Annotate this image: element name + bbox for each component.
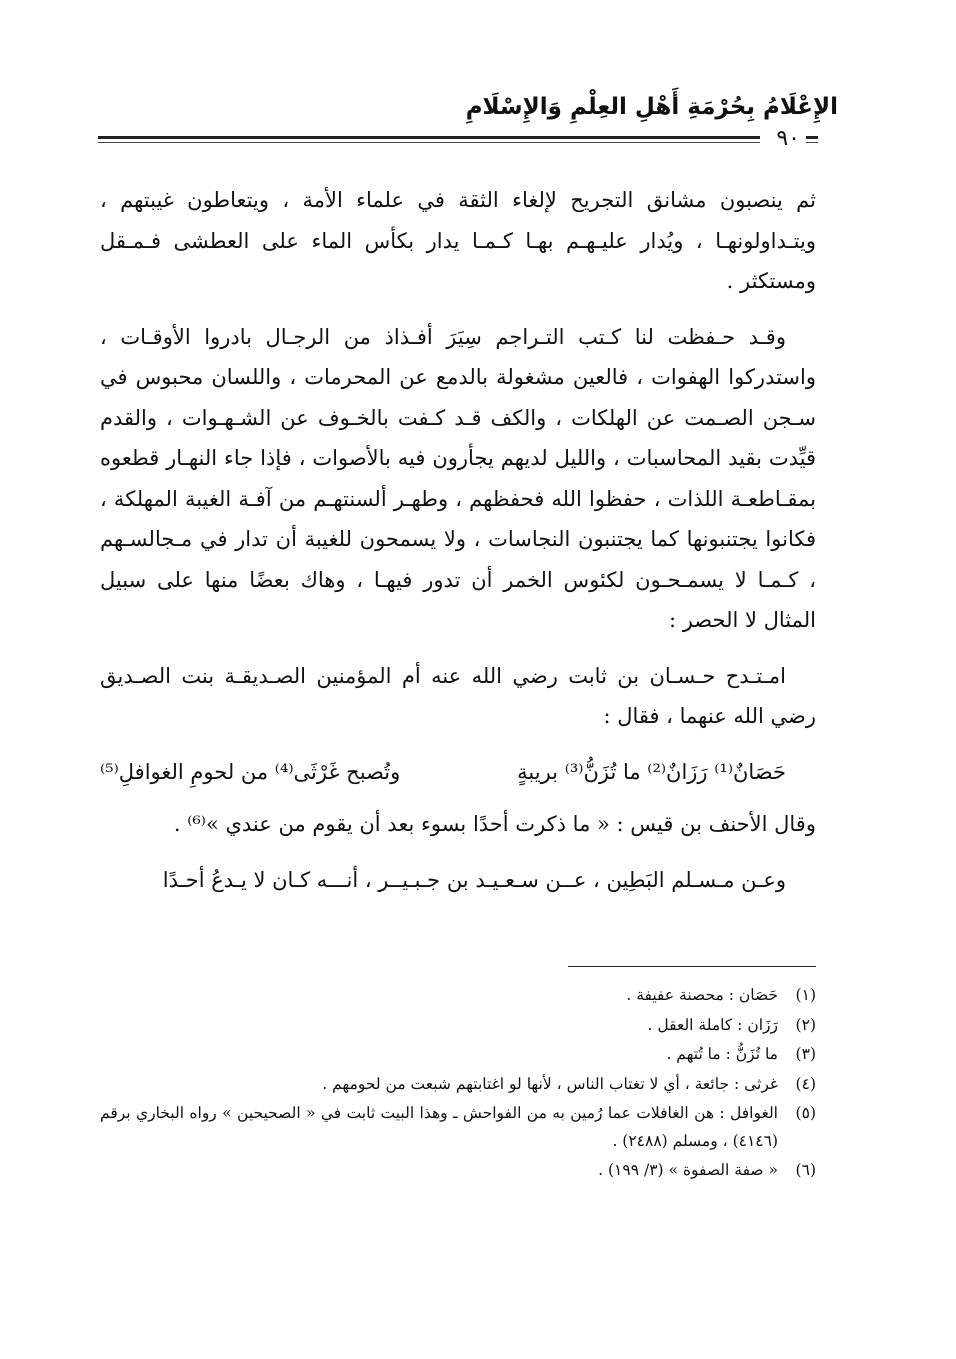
page-number: ٩٠: [770, 124, 806, 154]
body-text: [100, 180, 816, 915]
paragraph-2: وقـد حـفظت لنا كـتب التـراجم سِيَرَ أفـذاذ من الرجـال بادروا الأوقـات ، واستدركوا الهفوات ، فالعين مشغولة بالدمع عن المحرمات ، واللسان محبوس في سـجن الصـمت عن الهلكات ، والكف قـد كـفت بالخـوف عن الشـهـوات ، والقدم قيِّدت بقيد المحاسبات ، والليل لديهم يجأرون فيه بالأصوات ، فإذا جاء النهـار قطعوه بمقـاطعـة اللذات ، حفظوا الله فحفظهم ، وطهـر ألسنتهـم من آفـة الغيبة المهلكة ، فكانوا يجتنبونها كما يجتنبون النجاسات ، ولا يسمحون للغيبة أن تدار في مـجالسـهم ، كـمـا لا يسمـحـون لكئوس الخمر أن تدور فيهـا ، وهاك بعضًا منها على سبيل المثال لا الحصر :: [100, 324, 816, 632]
poem-second-hemistich: وتُصبح غَرْثَى⁽⁴⁾ من لحومِ الغوافلِ⁽⁵⁾: [100, 759, 401, 784]
footnotes: [100, 982, 816, 1187]
footnote-5: [100, 1100, 816, 1155]
footnote-number: (٥): [795, 1104, 816, 1122]
footnote-4: [100, 1071, 816, 1099]
footnote-3: [100, 1041, 816, 1069]
footnote-number: (٦): [795, 1161, 816, 1179]
paragraph-1: ثم ينصبون مشانق التجريح لإلغاء الثقة في علماء الأمة ، ويتعاطون غيبتهم ، ويتـداولونهـا ، ويُدار عليـهـم بهـا كـمـا يدار بكأس الماء على العطشى فـمـقل ومستكثر .: [100, 188, 816, 293]
footnote-number: (٣): [795, 1045, 816, 1063]
footnote-separator: [568, 966, 816, 967]
footnote-number: (٢): [795, 1015, 816, 1034]
poem-first-hemistich: حَصَانٌ⁽¹⁾ رَزَانٌ⁽²⁾ ما تُزَنُّ⁽³⁾ بريبةٍ: [517, 759, 786, 784]
header-rule-thick: [98, 136, 760, 139]
header-rule-thin: [98, 142, 760, 143]
paragraph-3: امـتـدح حـسـان بن ثابت رضي الله عنه أم المؤمنين الصـديقـة بنت الصـديق رضي الله عنهما ، فقال :: [100, 663, 816, 728]
footnote-text: رَزَان : كاملة العقل .: [647, 1015, 778, 1034]
paragraph-5: وعـن مـسـلم البَطِين ، عــن سـعـيـد بن جـبـيــر ، أنـــه كـان لا يـدعُ أحـدًا: [162, 867, 786, 892]
footnote-text: الغوافل : هن الغافلات عما رُمين به من الفواحش ـ وهذا البيت ثابت في « الصحيحين » رواه البخاري برقم (٤١٤٦) ، ومسلم (٢٤٨٨) .: [100, 1104, 778, 1150]
footnote-number: (١): [795, 986, 816, 1004]
footnote-text: غرثى : جائعة ، أي لا تغتاب الناس ، لأنها لو اغتابتهم شبعت من لحومهم .: [322, 1074, 778, 1093]
footnote-1: [100, 982, 816, 1010]
footnote-text: « صفة الصفوة » (٣/ ١٩٩) .: [598, 1161, 778, 1179]
footnote-number: (٤): [795, 1074, 816, 1093]
footnote-text: حَصَان : محصنة عفيفة .: [626, 986, 778, 1004]
running-title: الإِعْلَامُ بِحُرْمَةِ أَهْلِ العِلْمِ وَالإِسْلَامِ: [465, 94, 838, 120]
footnote-2: [100, 1012, 816, 1040]
paragraph-4: وقال الأحنف بن قيس : « ما ذكرت أحدًا بسوء بعد أن يقوم من عندي »⁽⁶⁾ .: [173, 812, 816, 836]
poem-verse: [100, 752, 816, 793]
footnote-6: [100, 1157, 816, 1185]
footnote-text: ما تُزَنُّ : ما تُتهم .: [666, 1045, 778, 1063]
